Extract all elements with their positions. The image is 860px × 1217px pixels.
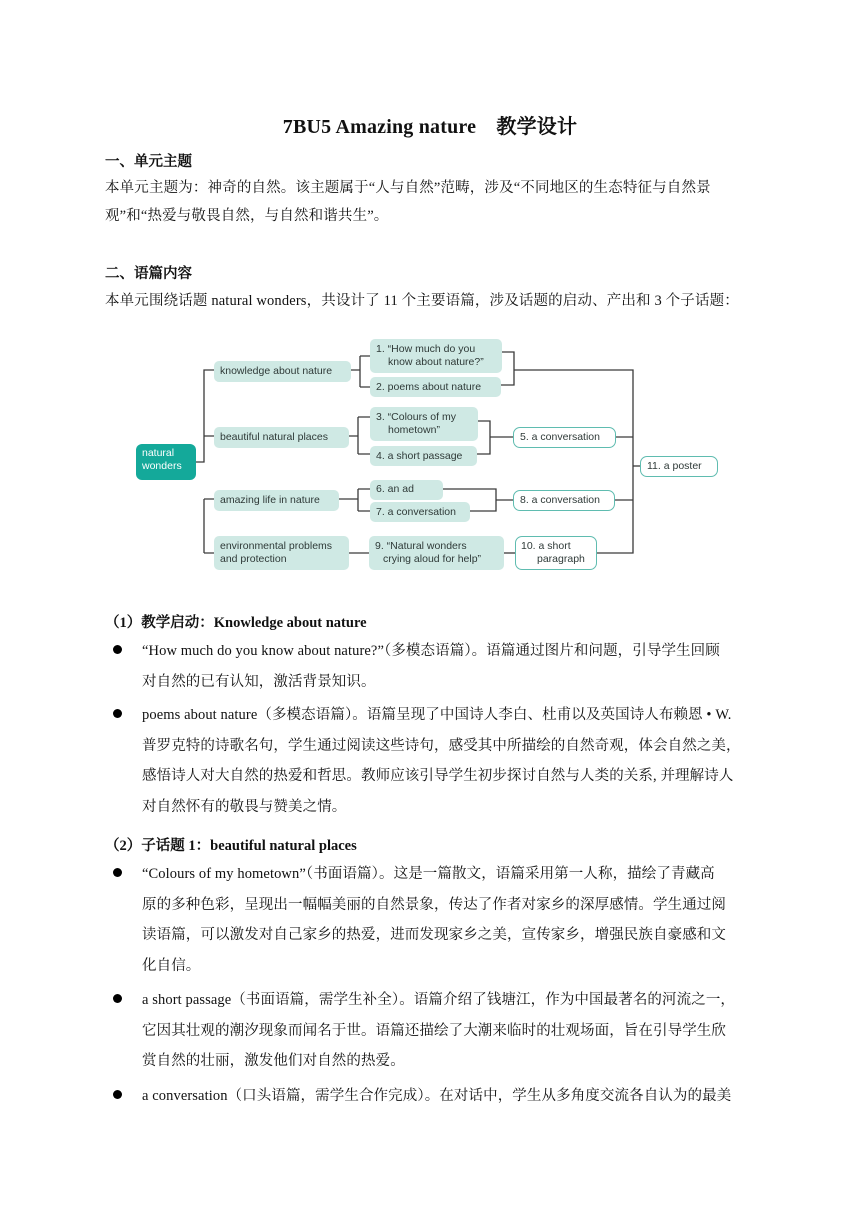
bullet-item xyxy=(110,859,757,981)
part1-heading: （1）教学启动：Knowledge about nature xyxy=(105,615,367,631)
node-text: crying aloud for help” xyxy=(383,553,482,565)
bullet-icon xyxy=(113,868,122,877)
node-text: and protection xyxy=(220,553,287,565)
unit-theme-paragraph xyxy=(105,174,757,230)
bullet-icon xyxy=(113,994,122,1003)
text-node-7: 7. a conversation xyxy=(370,502,470,522)
bullet-item xyxy=(110,985,757,1077)
text-node-9 xyxy=(369,536,504,570)
node-text: 1. “How much do you xyxy=(376,343,476,355)
bullet-line: “How much do you know about nature?”（多模态语篇）。语篇通过图片和问题，引导学生回顾 xyxy=(142,643,720,659)
bullet-item xyxy=(110,636,757,697)
bullet-line: 对自然怀有的敬畏与赞美之情。 xyxy=(142,798,347,815)
node-text: wonders xyxy=(142,460,182,472)
section-heading-unit-theme: 一、单元主题 xyxy=(105,154,192,170)
text-content-intro: 本单元围绕话题 natural wonders，共设计了 11 个主要语篇，涉及话题的启动、产出和 3 个子话题： xyxy=(105,293,739,309)
topic-knowledge-about-nature: knowledge about nature xyxy=(214,361,351,382)
bullet-line: 赏自然的壮丽，激发他们对自然的热爱。 xyxy=(142,1053,405,1069)
bullet-line: 对自然的已有认知，激活背景知识。 xyxy=(142,673,376,690)
bullet-line: 它因其壮观的潮汐现象而闻名于世。语篇还描绘了大潮来临时的壮观场面，旨在引导学生欣 xyxy=(142,1022,726,1039)
node-text: 9. “Natural wonders xyxy=(375,540,467,552)
document-title: 7BU5 Amazing nature 教学设计 xyxy=(282,116,578,138)
node-text: paragraph xyxy=(537,553,585,565)
paragraph-line: 本单元主题为：神奇的自然。该主题属于“人与自然”范畴，涉及“不同地区的生态特征与自然景 xyxy=(105,180,711,196)
text-node-11: 11. a poster xyxy=(640,456,718,477)
bullet-line: 感悟诗人对大自然的热爱和哲思。教师应该引导学生初步探讨自然与人类的关系, 并理解诗人 xyxy=(142,768,734,784)
bullet-line: 化自信。 xyxy=(142,957,201,974)
text-node-2: 2. poems about nature xyxy=(370,377,501,397)
text-node-1 xyxy=(370,339,502,373)
topic-environmental-problems xyxy=(214,536,349,570)
text-node-10 xyxy=(515,536,597,570)
node-text: know about nature?” xyxy=(388,356,484,368)
node-text: natural xyxy=(142,447,175,459)
paragraph-line: 观”和“热爱与敬畏自然，与自然和谐共生”。 xyxy=(105,208,389,224)
part2-heading: （2）子话题 1：beautiful natural places xyxy=(105,838,357,854)
bullet-line: a short passage（书面语篇，需学生补全）。语篇介绍了钱塘江，作为中国最著名的河流之一， xyxy=(142,992,736,1008)
text-node-6: 6. an ad xyxy=(370,480,443,500)
text-node-3 xyxy=(370,407,478,441)
bullet-item xyxy=(110,1081,757,1112)
node-text: 10. a short xyxy=(521,540,571,552)
node-text: hometown” xyxy=(388,424,440,436)
bullet-line: 读语篇，可以激发对自己家乡的热爱，进而发现家乡之美，宣传家乡，增强民族自豪感和文 xyxy=(142,927,726,943)
bullet-line: 普罗克特的诗歌名句，学生通过阅读这些诗句，感受其中所描绘的自然奇观，体会自然之美， xyxy=(142,737,741,754)
section-heading-text-content: 二、语篇内容 xyxy=(105,266,192,282)
bullet-icon xyxy=(113,709,122,718)
bullet-line: 原的多种色彩，呈现出一幅幅美丽的自然景象，传达了作者对家乡的深厚感情。学生通过阅 xyxy=(142,896,726,913)
bullet-icon xyxy=(113,1090,122,1099)
node-text: environmental problems xyxy=(220,540,333,552)
topic-amazing-life-in-nature: amazing life in nature xyxy=(214,490,339,511)
bullet-line: a conversation（口头语篇，需学生合作完成）。在对话中，学生从多角度交流各自认为的最美 xyxy=(142,1088,732,1104)
node-text: 3. “Colours of my xyxy=(376,411,456,423)
bullet-icon xyxy=(113,645,122,654)
bullet-line: “Colours of my hometown”（书面语篇）。这是一篇散文，语篇采用第一人称，描绘了青藏高 xyxy=(142,866,715,882)
topic-structure-diagram xyxy=(130,330,730,580)
text-node-5: 5. a conversation xyxy=(513,427,616,448)
text-node-4: 4. a short passage xyxy=(370,446,477,466)
root-node-natural-wonders xyxy=(136,444,196,480)
bullet-item xyxy=(110,700,757,822)
topic-beautiful-natural-places: beautiful natural places xyxy=(214,427,349,448)
text-node-8: 8. a conversation xyxy=(513,490,615,511)
bullet-line: poems about nature（多模态语篇）。语篇呈现了中国诗人李白、杜甫以及英国诗人布赖恩 • W. xyxy=(142,707,732,723)
